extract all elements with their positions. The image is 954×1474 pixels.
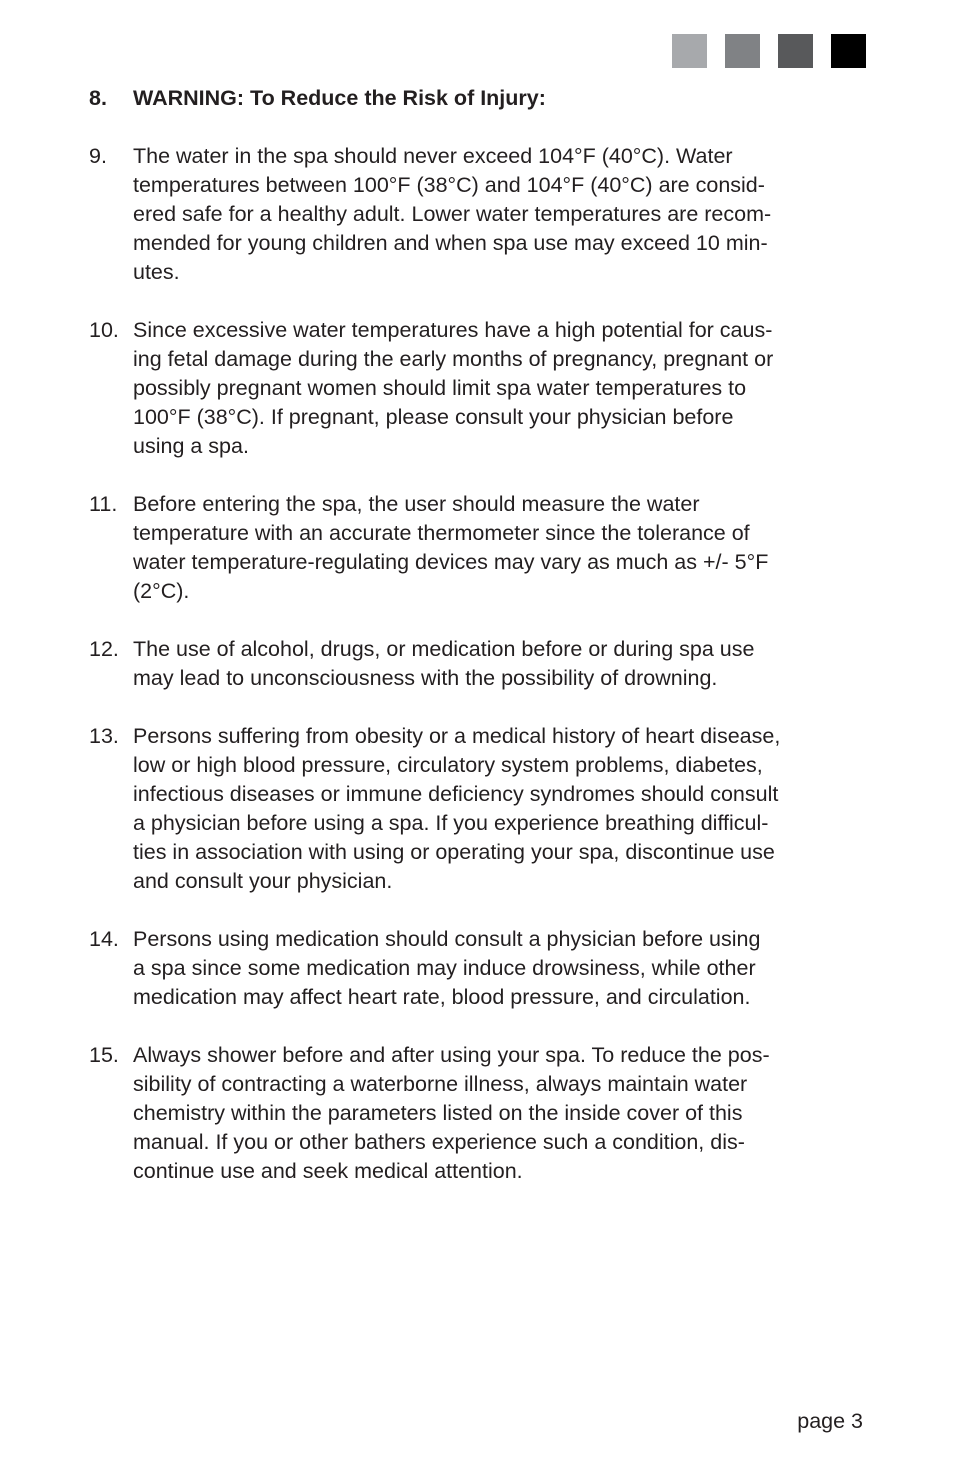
item-text: Persons using medication should consult a physician before using a spa since some medication may induce drowsiness, while other medication may affect heart rate, blood pressure, and circulation. [133, 927, 761, 1009]
item-number: 10. [89, 318, 119, 342]
item-text: Always shower before and after using your spa. To reduce the pos- sibility of contracting a waterborne illness, always maintain water chemistry within the parameters listed on the inside cover of this manual. If you or other bathers experience such a condition, dis- continue use and seek medical attention. [133, 1043, 770, 1183]
item-number: 9. [89, 144, 107, 168]
item-text: Persons suffering from obesity or a medical history of heart disease, low or high blood pressure, circulatory system problems, diabetes, infectious diseases or immune deficiency syndromes should consult a physician before using a spa. If you experience breathing difficul- ties in association with using or operating your spa, discontinue use and consult your physician. [133, 724, 781, 893]
section-tabs [672, 34, 866, 68]
item-number: 13. [89, 724, 119, 748]
section-tab-1 [672, 34, 707, 68]
item-text: Before entering the spa, the user should measure the water temperature with an accurate thermometer since the tolerance of water temperature-regulating devices may vary as much as +/- 5°F (2°C). [133, 492, 769, 603]
list-item [89, 1041, 874, 1186]
list-item [89, 142, 874, 287]
page-number: page 3 [797, 1409, 863, 1433]
list-item [89, 316, 874, 461]
list-item [89, 490, 874, 606]
item-number: 12. [89, 637, 119, 661]
item-text: The use of alcohol, drugs, or medication before or during spa use may lead to unconsciousness with the possibility of drowning. [133, 637, 755, 690]
list-item [89, 84, 874, 113]
list-item [89, 925, 874, 1012]
item-text: Since excessive water temperatures have a high potential for caus- ing fetal damage during the early months of pregnancy, pregnant or possibly pregnant women should limit spa water temperatures to 100°F (38°C). If pregnant, please consult your physician before using a spa. [133, 318, 774, 458]
section-tab-4 [831, 34, 866, 68]
item-number: 14. [89, 927, 119, 951]
item-number: 11. [89, 492, 118, 516]
section-tab-3 [778, 34, 813, 68]
list-item [89, 635, 874, 693]
item-text: WARNING: To Reduce the Risk of Injury: [133, 86, 546, 110]
list-item [89, 722, 874, 896]
item-text: The water in the spa should never exceed 104°F (40°C). Water temperatures between 100°F (38°C) and 104°F (40°C) are consid- ered safe for a healthy adult. Lower water temperatures are recom- mended for young children and when spa use may exceed 10 min- utes. [133, 144, 772, 284]
item-number: 8. [89, 86, 107, 110]
section-tab-2 [725, 34, 760, 68]
safety-instructions-list [89, 84, 874, 1215]
item-number: 15. [89, 1043, 119, 1067]
